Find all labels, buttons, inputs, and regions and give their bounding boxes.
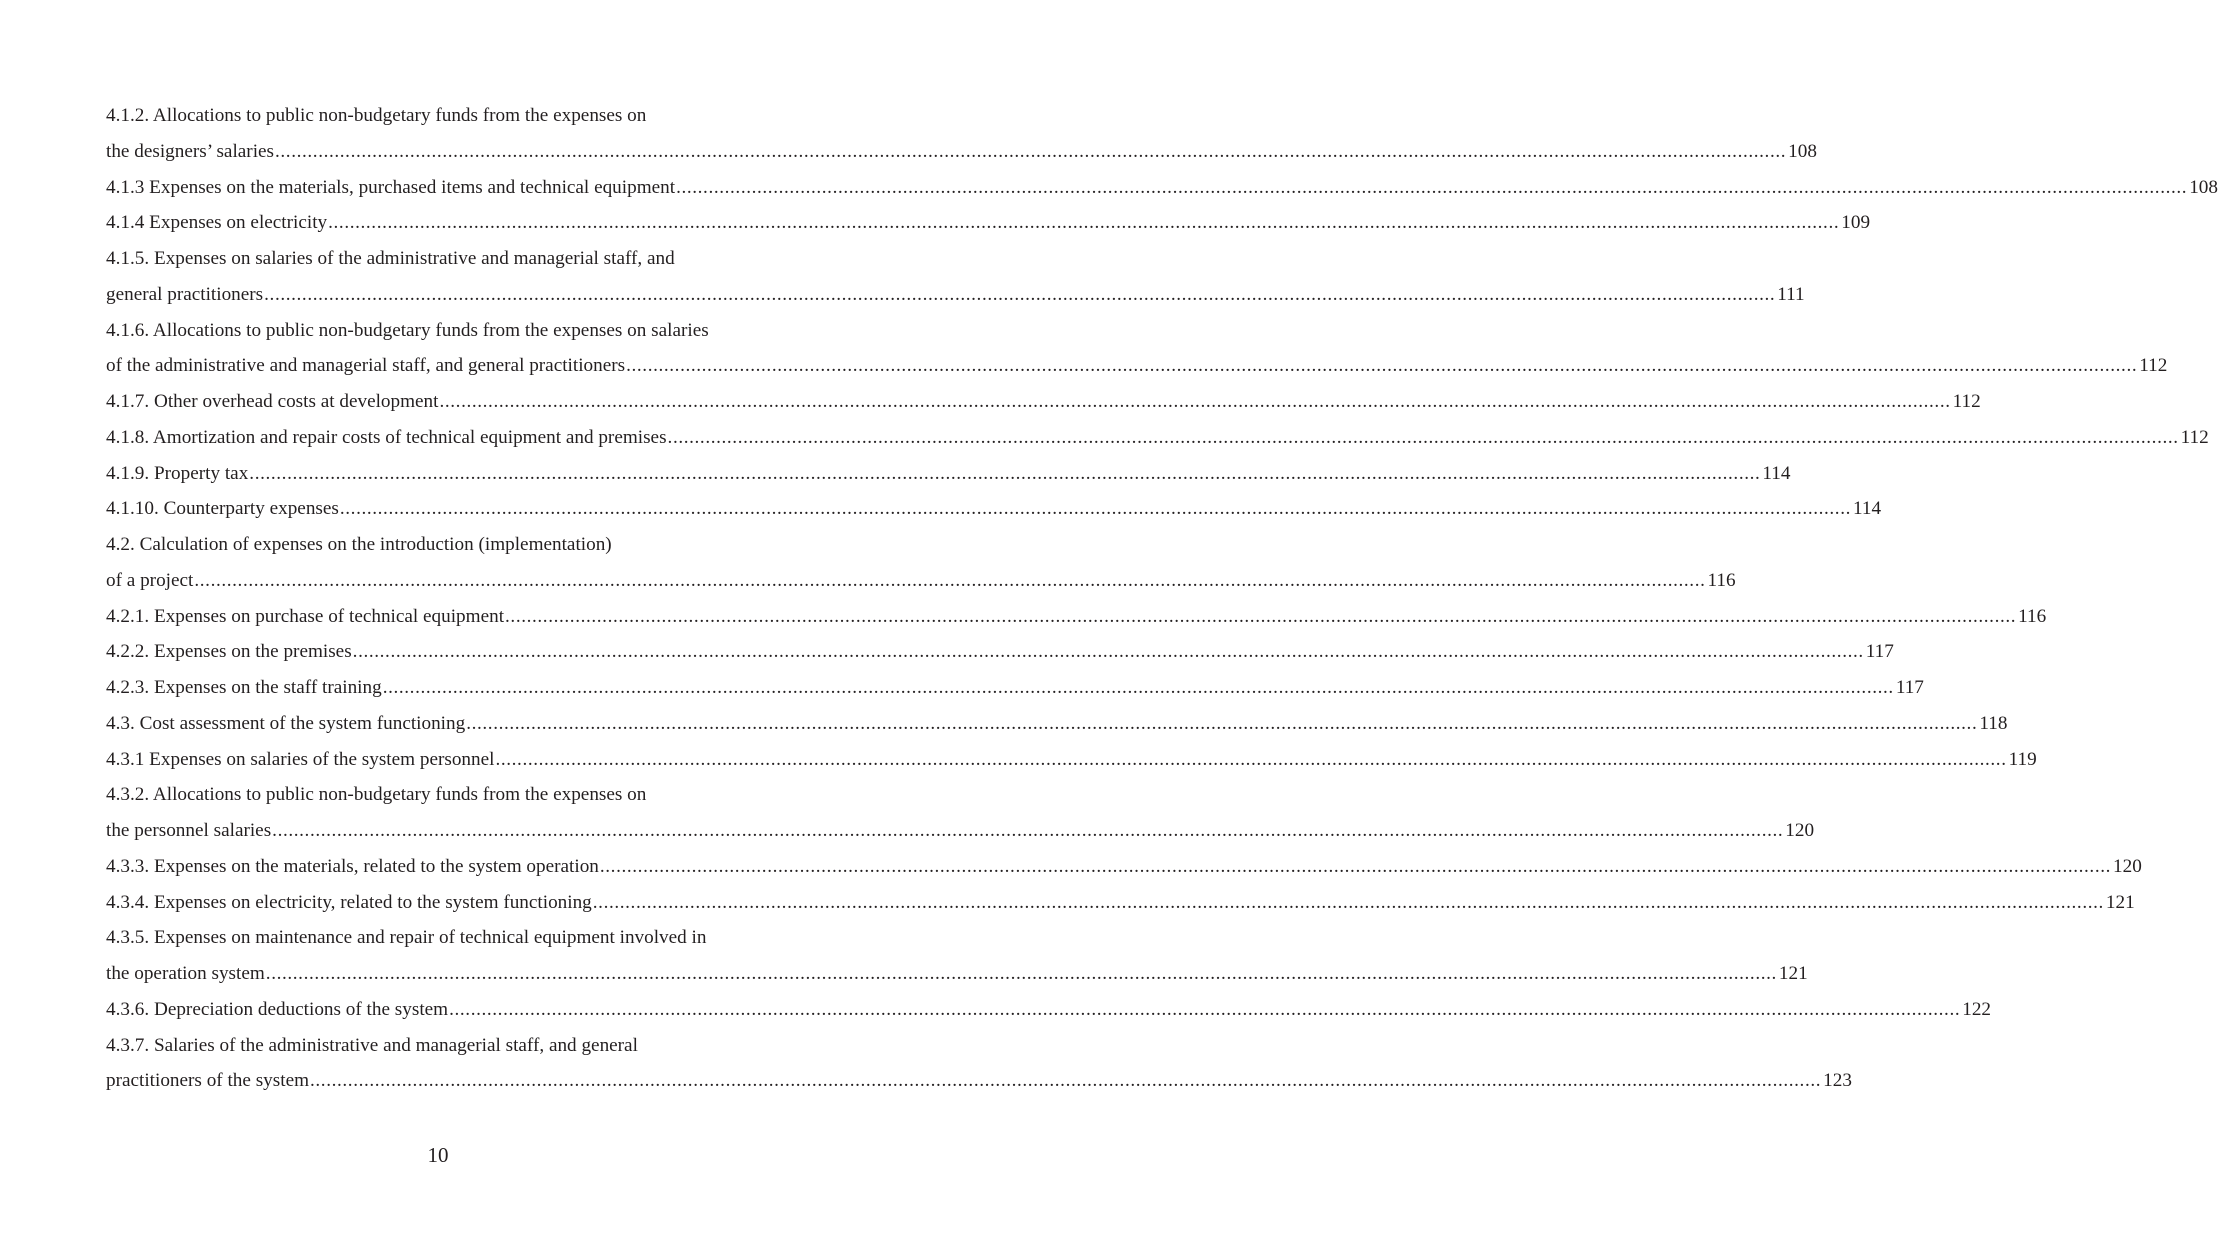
toc-entry-line bbox=[106, 634, 1894, 670]
toc-dot-leader bbox=[272, 813, 1783, 849]
page-number: 10 bbox=[427, 1143, 449, 1167]
toc-page-number: 121 bbox=[2105, 891, 2135, 913]
toc-entry[interactable] bbox=[106, 885, 2135, 921]
toc-entry-title: 4.3.3. Expenses on the materials, related to the system operation bbox=[106, 855, 599, 877]
table-of-contents bbox=[106, 98, 2218, 1099]
toc-page-number: 114 bbox=[1853, 498, 1882, 520]
toc-page-number: 108 bbox=[1788, 140, 1817, 162]
toc-dot-leader bbox=[194, 563, 1705, 599]
toc-entry[interactable] bbox=[106, 706, 2008, 742]
toc-dot-leader bbox=[676, 170, 2187, 206]
toc-entry-line bbox=[106, 885, 2135, 921]
toc-dot-leader bbox=[264, 277, 1775, 313]
toc-entry-line bbox=[106, 527, 776, 563]
toc-dot-leader bbox=[600, 849, 2111, 885]
toc-entry-title: 4.3.7. Salaries of the administrative and managerial staff, and general bbox=[106, 1034, 638, 1056]
toc-entry[interactable] bbox=[106, 420, 2209, 456]
toc-page-number: 123 bbox=[1823, 1070, 1852, 1092]
toc-dot-leader bbox=[328, 205, 1839, 241]
toc-entry-title: 4.2.1. Expenses on purchase of technical equipment bbox=[106, 605, 505, 627]
toc-dot-leader bbox=[383, 670, 1894, 706]
toc-entry-line bbox=[106, 563, 1736, 599]
toc-page-number: 112 bbox=[1952, 391, 1981, 412]
toc-entry[interactable] bbox=[106, 599, 2047, 635]
toc-dot-leader bbox=[668, 420, 2179, 456]
toc-entry-line bbox=[106, 241, 776, 277]
toc-entry-title: 4.3.5. Expenses on maintenance and repair of technical equipment involved in bbox=[106, 927, 707, 949]
toc-entry[interactable] bbox=[106, 384, 1981, 420]
toc-entry-title: 4.1.3 Expenses on the materials, purchased items and technical equipment bbox=[106, 176, 676, 198]
toc-entry-line bbox=[106, 813, 1815, 849]
toc-entry-line bbox=[106, 348, 2168, 384]
toc-entry[interactable] bbox=[106, 920, 1808, 992]
toc-entry[interactable] bbox=[106, 992, 1992, 1028]
toc-page-number: 121 bbox=[1778, 963, 1808, 984]
toc-entry-line bbox=[106, 1063, 1852, 1099]
toc-entry-title: the operation system bbox=[106, 963, 265, 984]
toc-entry-title: 4.1.8. Amortization and repair costs of technical equipment and premises bbox=[106, 426, 667, 448]
toc-entry[interactable] bbox=[106, 491, 1882, 527]
toc-entry-line bbox=[106, 956, 1808, 992]
toc-dot-leader bbox=[495, 742, 2006, 778]
toc-entry[interactable] bbox=[106, 170, 2218, 206]
toc-page-number: 120 bbox=[1785, 820, 1815, 841]
toc-entry-title: 4.1.6. Allocations to public non-budgetary funds from the expenses on salaries bbox=[106, 319, 709, 341]
toc-entry[interactable] bbox=[106, 241, 1805, 313]
toc-page-number: 112 bbox=[2139, 355, 2168, 377]
toc-entry[interactable] bbox=[106, 777, 1815, 849]
toc-entry-line bbox=[106, 777, 776, 813]
toc-entry-title: the designers’ salaries bbox=[106, 140, 275, 162]
toc-entry-title: 4.2.3. Expenses on the staff training bbox=[106, 677, 382, 698]
toc-page-number: 111 bbox=[1777, 283, 1805, 305]
toc-page-number: 116 bbox=[1707, 569, 1736, 591]
toc-entry[interactable] bbox=[106, 742, 2037, 778]
toc-dot-leader bbox=[449, 992, 1960, 1028]
toc-entry-title: 4.2.2. Expenses on the premises bbox=[106, 641, 352, 663]
toc-entry-title: 4.1.4 Expenses on electricity bbox=[106, 212, 328, 234]
toc-dot-leader bbox=[249, 456, 1760, 492]
toc-entry-line bbox=[106, 849, 2142, 885]
toc-dot-leader bbox=[593, 885, 2104, 921]
toc-dot-leader bbox=[353, 634, 1864, 670]
toc-page-number: 122 bbox=[1962, 998, 1992, 1020]
toc-entry[interactable] bbox=[106, 849, 2142, 885]
toc-entry-title: of a project bbox=[106, 569, 194, 591]
toc-entry-line bbox=[106, 920, 776, 956]
toc-dot-leader bbox=[266, 956, 1777, 992]
toc-entry-line bbox=[106, 1028, 776, 1064]
toc-entry[interactable] bbox=[106, 670, 1924, 706]
toc-page-number: 116 bbox=[2018, 605, 2047, 627]
toc-entry-title: 4.1.5. Expenses on salaries of the administrative and managerial staff, and bbox=[106, 248, 675, 269]
toc-entry-line bbox=[106, 384, 1981, 420]
toc-entry-line bbox=[106, 205, 1871, 241]
toc-entry[interactable] bbox=[106, 313, 2168, 385]
toc-entry-line bbox=[106, 98, 776, 134]
toc-entry-line bbox=[106, 313, 776, 349]
toc-entry-title: 4.3. Cost assessment of the system functioning bbox=[106, 712, 466, 734]
toc-page-number: 119 bbox=[2008, 748, 2037, 770]
toc-entry[interactable] bbox=[106, 456, 1791, 492]
toc-entry-line bbox=[106, 420, 2209, 456]
toc-dot-leader bbox=[340, 491, 1851, 527]
toc-page-number: 117 bbox=[1865, 641, 1894, 663]
toc-dot-leader bbox=[275, 134, 1786, 170]
toc-dot-leader bbox=[505, 599, 2016, 635]
toc-entry[interactable] bbox=[106, 634, 1894, 670]
toc-entry-title: 4.3.4. Expenses on electricity, related to the system functioning bbox=[106, 891, 592, 913]
toc-entry-title: of the administrative and managerial staff, and general practitioners bbox=[106, 355, 626, 377]
toc-entry-line bbox=[106, 670, 1924, 706]
toc-entry[interactable] bbox=[106, 98, 1817, 170]
toc-page-number: 114 bbox=[1762, 462, 1791, 484]
toc-entry-title: practitioners of the system bbox=[106, 1070, 310, 1092]
toc-entry[interactable] bbox=[106, 1028, 1852, 1100]
toc-entry-title: 4.1.9. Property tax bbox=[106, 462, 249, 484]
toc-entry[interactable] bbox=[106, 527, 1736, 599]
toc-entry-line bbox=[106, 491, 1882, 527]
toc-entry-line bbox=[106, 742, 2037, 778]
toc-page-number: 120 bbox=[2113, 855, 2142, 877]
toc-entry-title: 4.3.2. Allocations to public non-budgetary funds from the expenses on bbox=[106, 784, 647, 806]
toc-entry-title: 4.1.10. Counterparty expenses bbox=[106, 498, 339, 520]
toc-entry-line bbox=[106, 277, 1805, 313]
toc-entry-line bbox=[106, 599, 2047, 635]
toc-dot-leader bbox=[310, 1063, 1821, 1099]
toc-dot-leader bbox=[626, 348, 2137, 384]
toc-entry-title: general practitioners bbox=[106, 283, 264, 305]
toc-entry-line bbox=[106, 170, 2218, 206]
toc-entry-line bbox=[106, 456, 1791, 492]
toc-entry-line bbox=[106, 706, 2008, 742]
toc-page-number: 108 bbox=[2189, 176, 2218, 198]
toc-dot-leader bbox=[439, 384, 1950, 420]
toc-entry-line bbox=[106, 134, 1817, 170]
toc-page-number: 109 bbox=[1841, 212, 1871, 234]
toc-entry-title: 4.3.1 Expenses on salaries of the system personnel bbox=[106, 748, 495, 770]
toc-entry-line bbox=[106, 992, 1992, 1028]
toc-dot-leader bbox=[466, 706, 1977, 742]
toc-page-number: 118 bbox=[1979, 712, 2008, 734]
toc-entry[interactable] bbox=[106, 205, 1871, 241]
toc-page-number: 112 bbox=[2180, 426, 2209, 448]
toc-entry-title: 4.3.6. Depreciation deductions of the system bbox=[106, 998, 449, 1020]
toc-entry-title: 4.2. Calculation of expenses on the introduction (implementation) bbox=[106, 534, 612, 555]
toc-entry-title: 4.1.2. Allocations to public non-budgetary funds from the expenses on bbox=[106, 105, 647, 126]
toc-entry-title: the personnel salaries bbox=[106, 820, 272, 841]
toc-page-number: 117 bbox=[1895, 677, 1924, 698]
toc-entry-title: 4.1.7. Other overhead costs at development bbox=[106, 391, 439, 412]
